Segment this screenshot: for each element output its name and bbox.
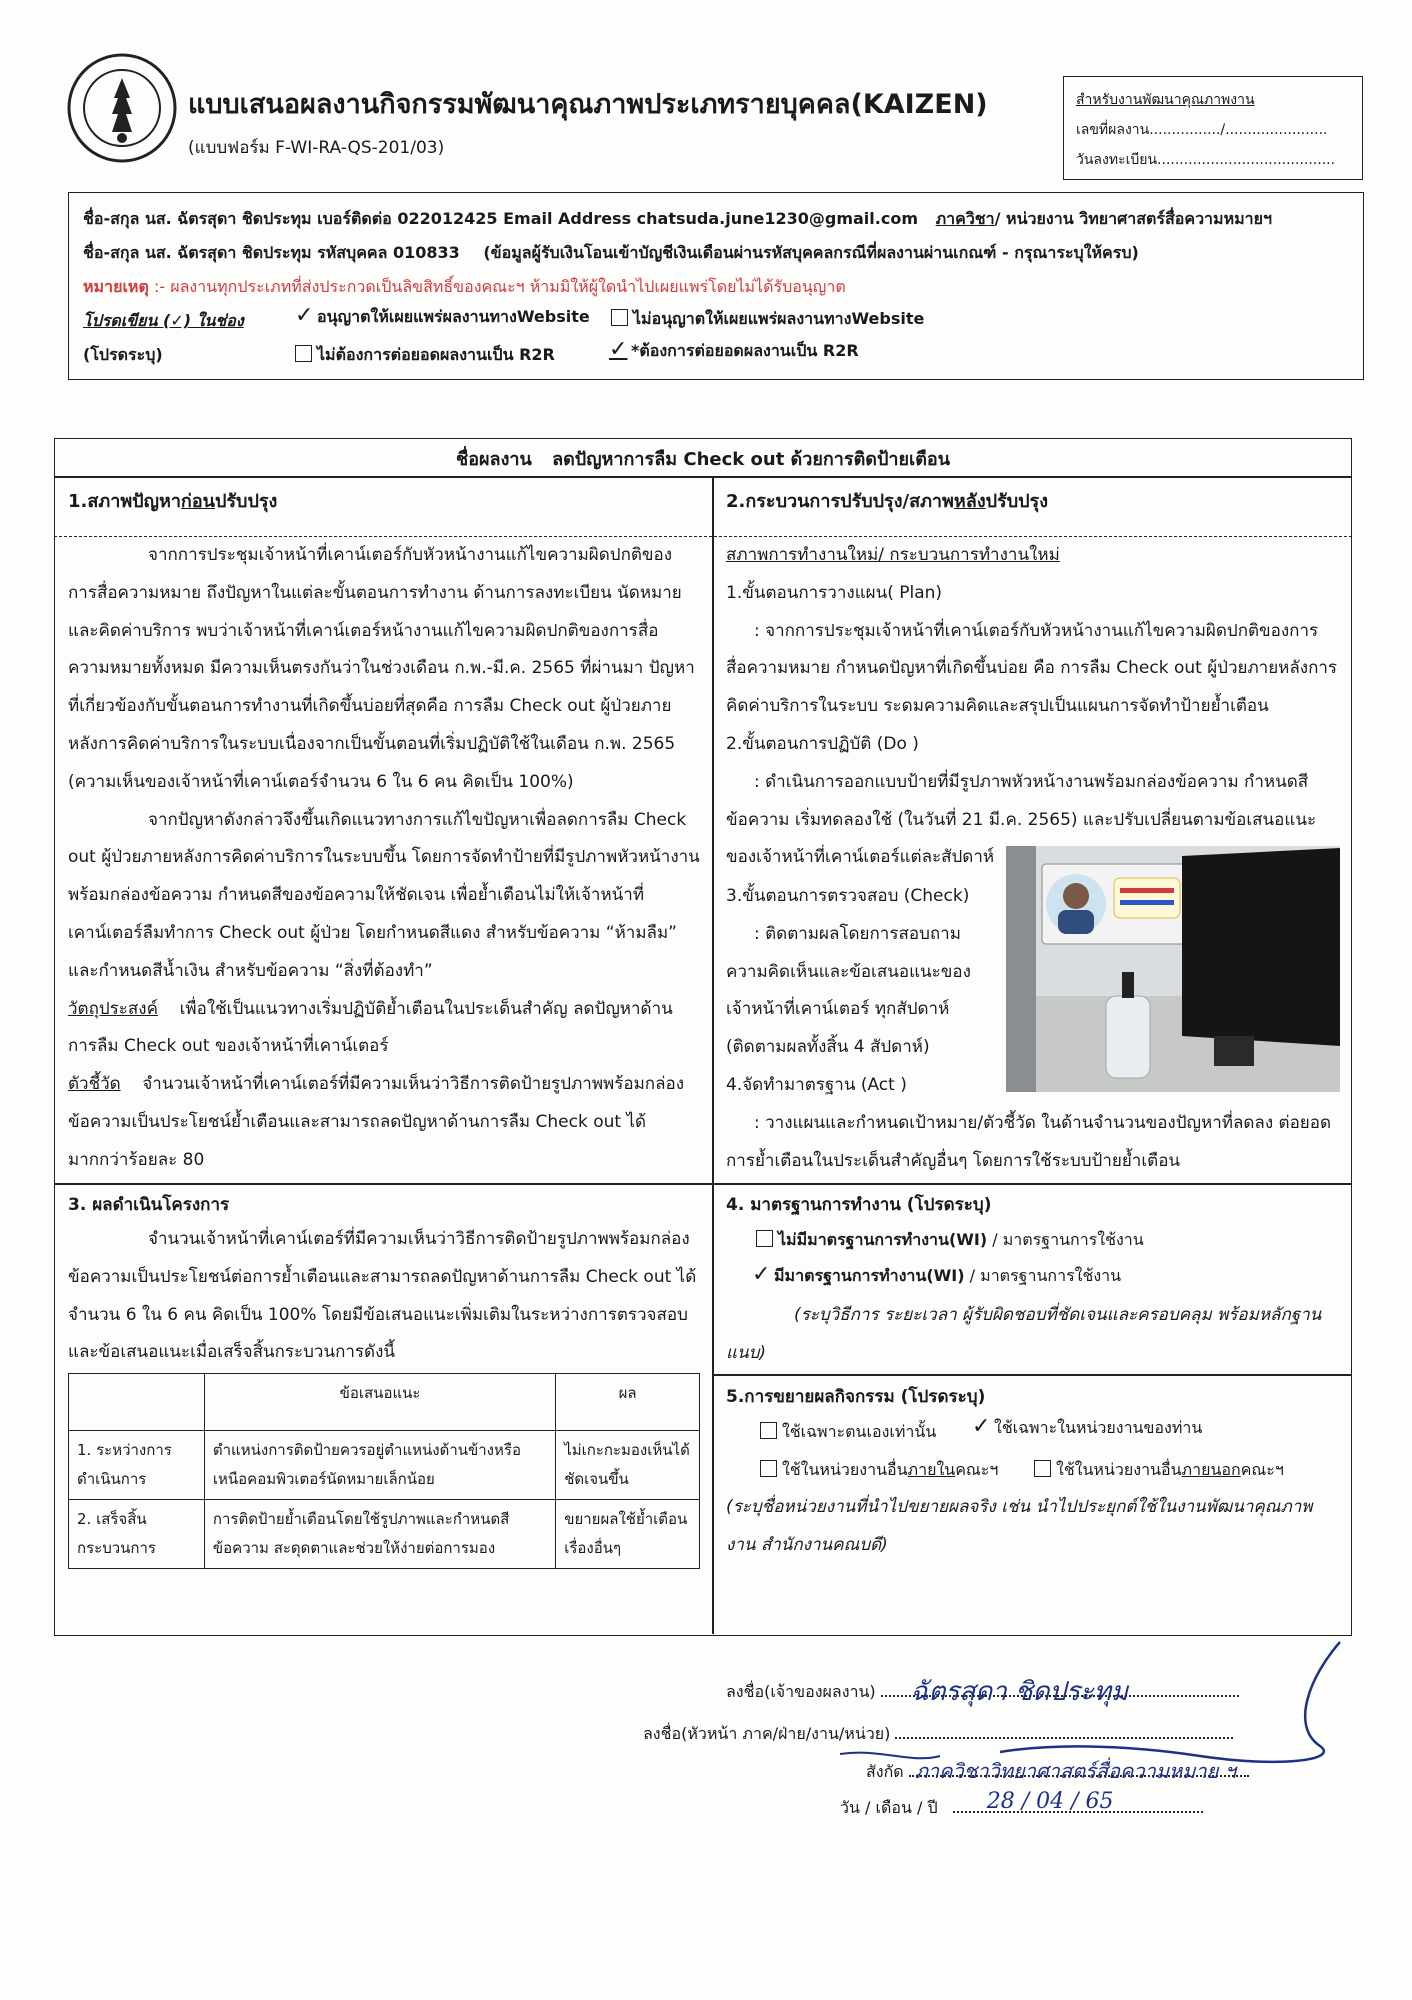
table-cell: ขยายผลใช้ย้ำเตือนเรื่องอื่นๆ bbox=[556, 1500, 700, 1569]
new-process-subtitle: สภาพการทำงานใหม่/ กระบวนการทำงานใหม่ bbox=[726, 545, 1060, 565]
form-code: (แบบฟอร์ม F-WI-RA-QS-201/03) bbox=[188, 138, 445, 158]
plan-text: : จากการประชุมเจ้าหน้าที่เคาน์เตอร์กับหัวหน้างานแก้ไขความผิดปกติของการสื่อความหมาย กำหนดปัญหาที่เกิดขึ้นบ่อย คือ การลืม Check out ผู้ป่วยภายหลังการคิดค่าบริการในระบบ ระดมความคิดและสรุปเป็นแผนการจัดทำป้ายย้ำเตือน bbox=[726, 620, 1338, 717]
r2r-yes-option[interactable]: ✓ *ต้องการต่อยอดผลงานเป็น R2R bbox=[609, 337, 859, 362]
section-5-title: 5.การขยายผลกิจกรรม (โปรดระบุ) bbox=[726, 1387, 986, 1407]
checkmark-icon: ✓ bbox=[295, 303, 314, 328]
table-header-cell: ข้อเสนอแนะ bbox=[204, 1374, 555, 1431]
personnel-id: ชื่อ-สกุล นส. ฉัตรสุดา ชิดประทุม รหัสบุคคล 010833 bbox=[83, 243, 460, 262]
do-text: : ดำเนินการออกแบบป้ายที่มีรูปภาพหัวหน้างานพร้อมกล่องข้อความ กำหนดสีข้อความ เริ่มทดลองใช้ (ในวันที่ 21 มี.ค. 2565) และปรับเปลี่ยนตามข้อเสนอแนะของเจ้าหน้าที่เคาน์เตอร์แต่ละสัปดาห์ bbox=[726, 771, 1317, 868]
table-row bbox=[69, 1431, 700, 1500]
scope-internal-option[interactable]: ใช้ในหน่วยงานอื่นภายในคณะฯ bbox=[760, 1458, 998, 1483]
divider bbox=[712, 1374, 1352, 1376]
head-signature-label: ลงชื่อ(หัวหน้า ภาค/ฝ่าย/งาน/หน่วย) bbox=[643, 1724, 891, 1743]
checkmark-icon: ✓ bbox=[609, 337, 628, 362]
scope-unit-option[interactable]: ✓ ใช้เฉพาะในหน่วยงานของท่าน bbox=[972, 1414, 1203, 1439]
checkbox-icon bbox=[760, 1460, 777, 1477]
date-line bbox=[953, 1789, 1203, 1814]
section-2-body-bottom bbox=[726, 1105, 1338, 1181]
project-name-label: ชื่อผลงาน bbox=[455, 449, 532, 470]
table-header-cell bbox=[69, 1374, 205, 1431]
project-name-row bbox=[54, 444, 1352, 473]
kpi: ตัวชี้วัด จำนวนเจ้าหน้าที่เคาน์เตอร์ที่มีความเห็นว่าวิธีการติดป้ายรูปภาพพร้อมกล่องข้อความเป็นประโยชน์ย้ำเตือนและสามารถลดปัญหาด้านการลืม Check out ได้มากกว่าร้อยละ 80 bbox=[68, 1074, 685, 1170]
table-cell: 1. ระหว่างการดำเนินการ bbox=[69, 1431, 205, 1500]
affiliation-handwritten: ภาควิชาวิทยาศาสตร์สื่อความหมาย ฯ bbox=[914, 1759, 1236, 1783]
table-cell: การติดป้ายย้ำเตือนโดยใช้รูปภาพและกำหนดสีข้อความ สะดุดตาและช่วยให้ง่ายต่อการมอง bbox=[204, 1500, 555, 1569]
section-3-body bbox=[68, 1221, 700, 1372]
applicant-row-2 bbox=[83, 241, 1139, 266]
checkbox-icon bbox=[1034, 1460, 1051, 1477]
table-row bbox=[69, 1500, 700, 1569]
suggestion-table bbox=[68, 1373, 700, 1569]
owner-signature-label: ลงชื่อ(เจ้าของผลงาน) bbox=[726, 1682, 876, 1701]
section-1-body bbox=[68, 537, 700, 1180]
divider bbox=[54, 476, 1352, 478]
scope-self-option[interactable]: ใช้เฉพาะตนเองเท่านั้น bbox=[760, 1420, 936, 1445]
table-header-cell: ผล bbox=[556, 1374, 700, 1431]
note-label: หมายเหตุ bbox=[83, 277, 149, 296]
results-text: จำนวนเจ้าหน้าที่เคาน์เตอร์ที่มีความเห็นว่าวิธีการติดป้ายรูปภาพพร้อมกล่องข้อความเป็นประโยชน์ต่อการย้ำเตือนและสามารถลดปัญหาด้านการลืม Check out ได้ จำนวน 6 ใน 6 คน คิดเป็น 100% โดยมีข้อเสนอแนะเพิ่มเติมในระหว่างการตรวจสอบ และข้อเสนอแนะเมื่อเสร็จสิ้นกระบวนการดังนี้ bbox=[68, 1229, 697, 1363]
owner-handwritten-name: ฉัตรสุดา ชิดประทุม bbox=[910, 1677, 1129, 1707]
checkmark-icon: ✓ bbox=[972, 1414, 991, 1439]
section-3-title: 3. ผลดำเนินโครงการ bbox=[68, 1195, 230, 1215]
wi-none-option[interactable]: ไม่มีมาตรฐานการทำงาน(WI) / มาตรฐานการใช้งาน bbox=[756, 1228, 1144, 1253]
head-signature-scribble bbox=[820, 1636, 1380, 1786]
contact-info: ชื่อ-สกุล นส. ฉัตรสุดา ชิดประทุม เบอร์ติดต่อ 022012425 Email Address chatsuda.june1230@gmail.com bbox=[83, 209, 918, 228]
divider bbox=[712, 476, 714, 1634]
reminder-sign-photo bbox=[1006, 846, 1340, 1092]
section-4-title: 4. มาตรฐานการทำงาน (โปรดระบุ) bbox=[726, 1195, 992, 1215]
wi-note: (ระบุวิธีการ ระยะเวลา ผู้รับผิดชอบที่ชัดเจนและครอบคลุม พร้อมหลักฐานแนบ) bbox=[726, 1305, 1322, 1363]
checkbox-icon bbox=[756, 1230, 773, 1247]
dept-label: ภาควิชา bbox=[935, 209, 995, 228]
office-use-title: สำหรับงานพัฒนาคุณภาพงาน bbox=[1076, 92, 1255, 108]
act-text: : วางแผนและกำหนดเป้าหมาย/ตัวชี้วัด ในด้านจำนวนของปัญหาที่ลดลง ต่อยอดการย้ำเตือนในประเด็นสำคัญอื่นๆ โดยการใช้ระบบป้ายย้ำเตือน bbox=[726, 1113, 1332, 1171]
check-heading: 3.ขั้นตอนการตรวจสอบ (Check) bbox=[726, 886, 970, 906]
checkbox-icon bbox=[295, 345, 312, 362]
do-heading: 2.ขั้นตอนการปฏิบัติ (Do ) bbox=[726, 733, 919, 754]
copyright-note bbox=[83, 275, 846, 300]
checkmark-icon: ✓ bbox=[752, 1262, 771, 1287]
wi-exists-option[interactable]: ✓ มีมาตรฐานการทำงาน(WI) / มาตรฐานการใช้งาน bbox=[752, 1262, 1122, 1287]
problem-paragraph-2: จากปัญหาดังกล่าวจึงขึ้นเกิดแนวทางการแก้ไขปัญหาเพื่อลดการลืม Check out ผู้ป่วยภายหลังการคิดค่าบริการในระบบขึ้น โดยการจัดทำป้ายที่มีรูปภาพหัวหน้างานพร้อมกล่องข้อความ กำหนดสีของข้อความให้ชัดเจน เพื่อย้ำเตือนไม่ให้เจ้าหน้าที่เคาน์เตอร์ลืมทำการ Check out ผู้ป่วย โดยกำหนดสีแดง สำหรับข้อความ “ห้ามลืม” และกำหนดสีน้ำเงิน สำหรับข้อความ “สิ่งที่ต้องทำ” bbox=[68, 809, 700, 981]
date-row bbox=[840, 1789, 1203, 1821]
publish-no-option[interactable]: ไม่อนุญาตให้เผยแพร่ผลงานทางWebsite bbox=[611, 307, 924, 332]
publish-yes-option[interactable]: ✓ อนุญาตให้เผยแพร่ผลงานทางWebsite bbox=[295, 303, 590, 328]
project-name: ลดปัญหาการลืม Check out ด้วยการติดป้ายเตือน bbox=[552, 449, 950, 470]
office-register-date: วันลงทะเบียน........................................ bbox=[1076, 152, 1336, 168]
scope-note: (ระบุชื่อหน่วยงานที่นำไปขยายผลจริง เช่น นำไปประยุกต์ใช้ในงานพัฒนาคุณภาพงาน สำนักงานคณบดี) bbox=[726, 1497, 1313, 1555]
affiliation-label: สังกัด bbox=[866, 1762, 904, 1781]
plan-heading: 1.ขั้นตอนการวางแผน( Plan) bbox=[726, 582, 943, 603]
table-cell: ตำแหน่งการติดป้ายควรอยู่ตำแหน่งด้านข้างหรือเหนือคอมพิวเตอร์นัดหมายเล็กน้อย bbox=[204, 1431, 555, 1500]
applicant-row-1 bbox=[83, 207, 1272, 232]
objective: วัตถุประสงค์ เพื่อใช้เป็นแนวทางเริ่มปฏิบัติย้ำเตือนในประเด็นสำคัญ ลดปัญหาด้านการลืม Check out ของเจ้าหน้าที่เคาน์เตอร์ bbox=[68, 998, 673, 1057]
office-use-box bbox=[1063, 76, 1363, 180]
office-entry-number: เลขที่ผลงาน................/....................... bbox=[1076, 122, 1328, 138]
dept-value: / หน่วยงาน วิทยาศาสตร์สื่อความหมายฯ bbox=[994, 209, 1273, 228]
checkbox-icon bbox=[611, 309, 628, 326]
r2r-no-option[interactable]: ไม่ต้องการต่อยอดผลงานเป็น R2R bbox=[295, 343, 555, 368]
section-1-title: 1.สภาพปัญหาก่อนปรับปรุง bbox=[68, 491, 278, 512]
date-handwritten: 28 / 04 / 65 bbox=[986, 1789, 1114, 1814]
applicant-info-box bbox=[68, 192, 1364, 380]
payment-note: (ข้อมูลผู้รับเงินโอนเข้าบัญชีเงินเดือนผ่านรหัสบุคคลกรณีที่ผลงานผ่านเกณฑ์ - กรุณาระบุให้ครบ) bbox=[483, 243, 1139, 262]
check-instruction: โปรดเขียน (✓) ในช่อง bbox=[83, 311, 244, 330]
table-cell: 2. เสร็จสิ้นกระบวนการ bbox=[69, 1500, 205, 1569]
date-label: วัน / เดือน / ปี bbox=[840, 1798, 938, 1817]
divider bbox=[54, 1183, 1352, 1185]
check-text: : ติดตามผลโดยการสอบถามความคิดเห็นและข้อเสนอแนะของเจ้าหน้าที่เคาน์เตอร์ ทุกสัปดาห์ (ติดตามผลทั้งสิ้น 4 สัปดาห์) bbox=[726, 923, 971, 1058]
note-text: :- ผลงานทุกประเภทที่ส่งประกวดเป็นลิขสิทธิ์ของคณะฯ ห้ามมิให้ผู้ใดนำไปเผยแพร่โดยไม่ได้รับอนุญาต bbox=[153, 277, 846, 296]
section-2-body-top bbox=[726, 537, 1338, 877]
specify-label: (โปรดระบุ) bbox=[83, 345, 163, 364]
section-2-body-mid bbox=[726, 878, 996, 1105]
act-heading: 4.จัดทำมาตรฐาน (Act ) bbox=[726, 1074, 907, 1095]
section-2-title: 2.กระบวนการปรับปรุง/สภาพหลังปรับปรุง bbox=[726, 491, 1049, 512]
form-title: แบบเสนอผลงานกิจกรรมพัฒนาคุณภาพประเภทรายบุคคล(KAIZEN) bbox=[188, 89, 988, 120]
checkbox-icon bbox=[760, 1422, 777, 1439]
table-header-row bbox=[69, 1374, 700, 1431]
faculty-logo bbox=[66, 52, 178, 164]
problem-paragraph-1: จากการประชุมเจ้าหน้าที่เคาน์เตอร์กับหัวหน้างานแก้ไขความผิดปกติของการสื่อความหมาย ถึงปัญหาในแต่ละขั้นตอนการทำงาน ด้านการลงทะเบียน นัดหมาย และคิดค่าบริการ พบว่าเจ้าหน้าที่เคาน์เตอร์หน้างานแก้ไขความผิดปกติของการสื่อความหมายทั้งหมด มีความเห็นตรงกันว่าในช่วงเดือน ก.พ.-มี.ค. 2565 ที่ผ่านมา ปัญหาที่เกี่ยวข้องกับขั้นตอนการทำงานที่เกิดขึ้นบ่อยที่สุดคือ การลืม Check out ผู้ป่วยภายหลังการคิดค่าบริการในระบบเนื่องจากเป็นขั้นตอนที่เริ่มปฏิบัติใช้ในเดือน ก.พ. 2565 (ความเห็นของเจ้าหน้าที่เคาน์เตอร์จำนวน 6 ใน 6 คน คิดเป็น 100%) bbox=[68, 545, 695, 792]
table-cell: ไม่เกะกะมองเห็นได้ชัดเจนขึ้น bbox=[556, 1431, 700, 1500]
scope-external-option[interactable]: ใช้ในหน่วยงานอื่นภายนอกคณะฯ bbox=[1034, 1458, 1284, 1483]
